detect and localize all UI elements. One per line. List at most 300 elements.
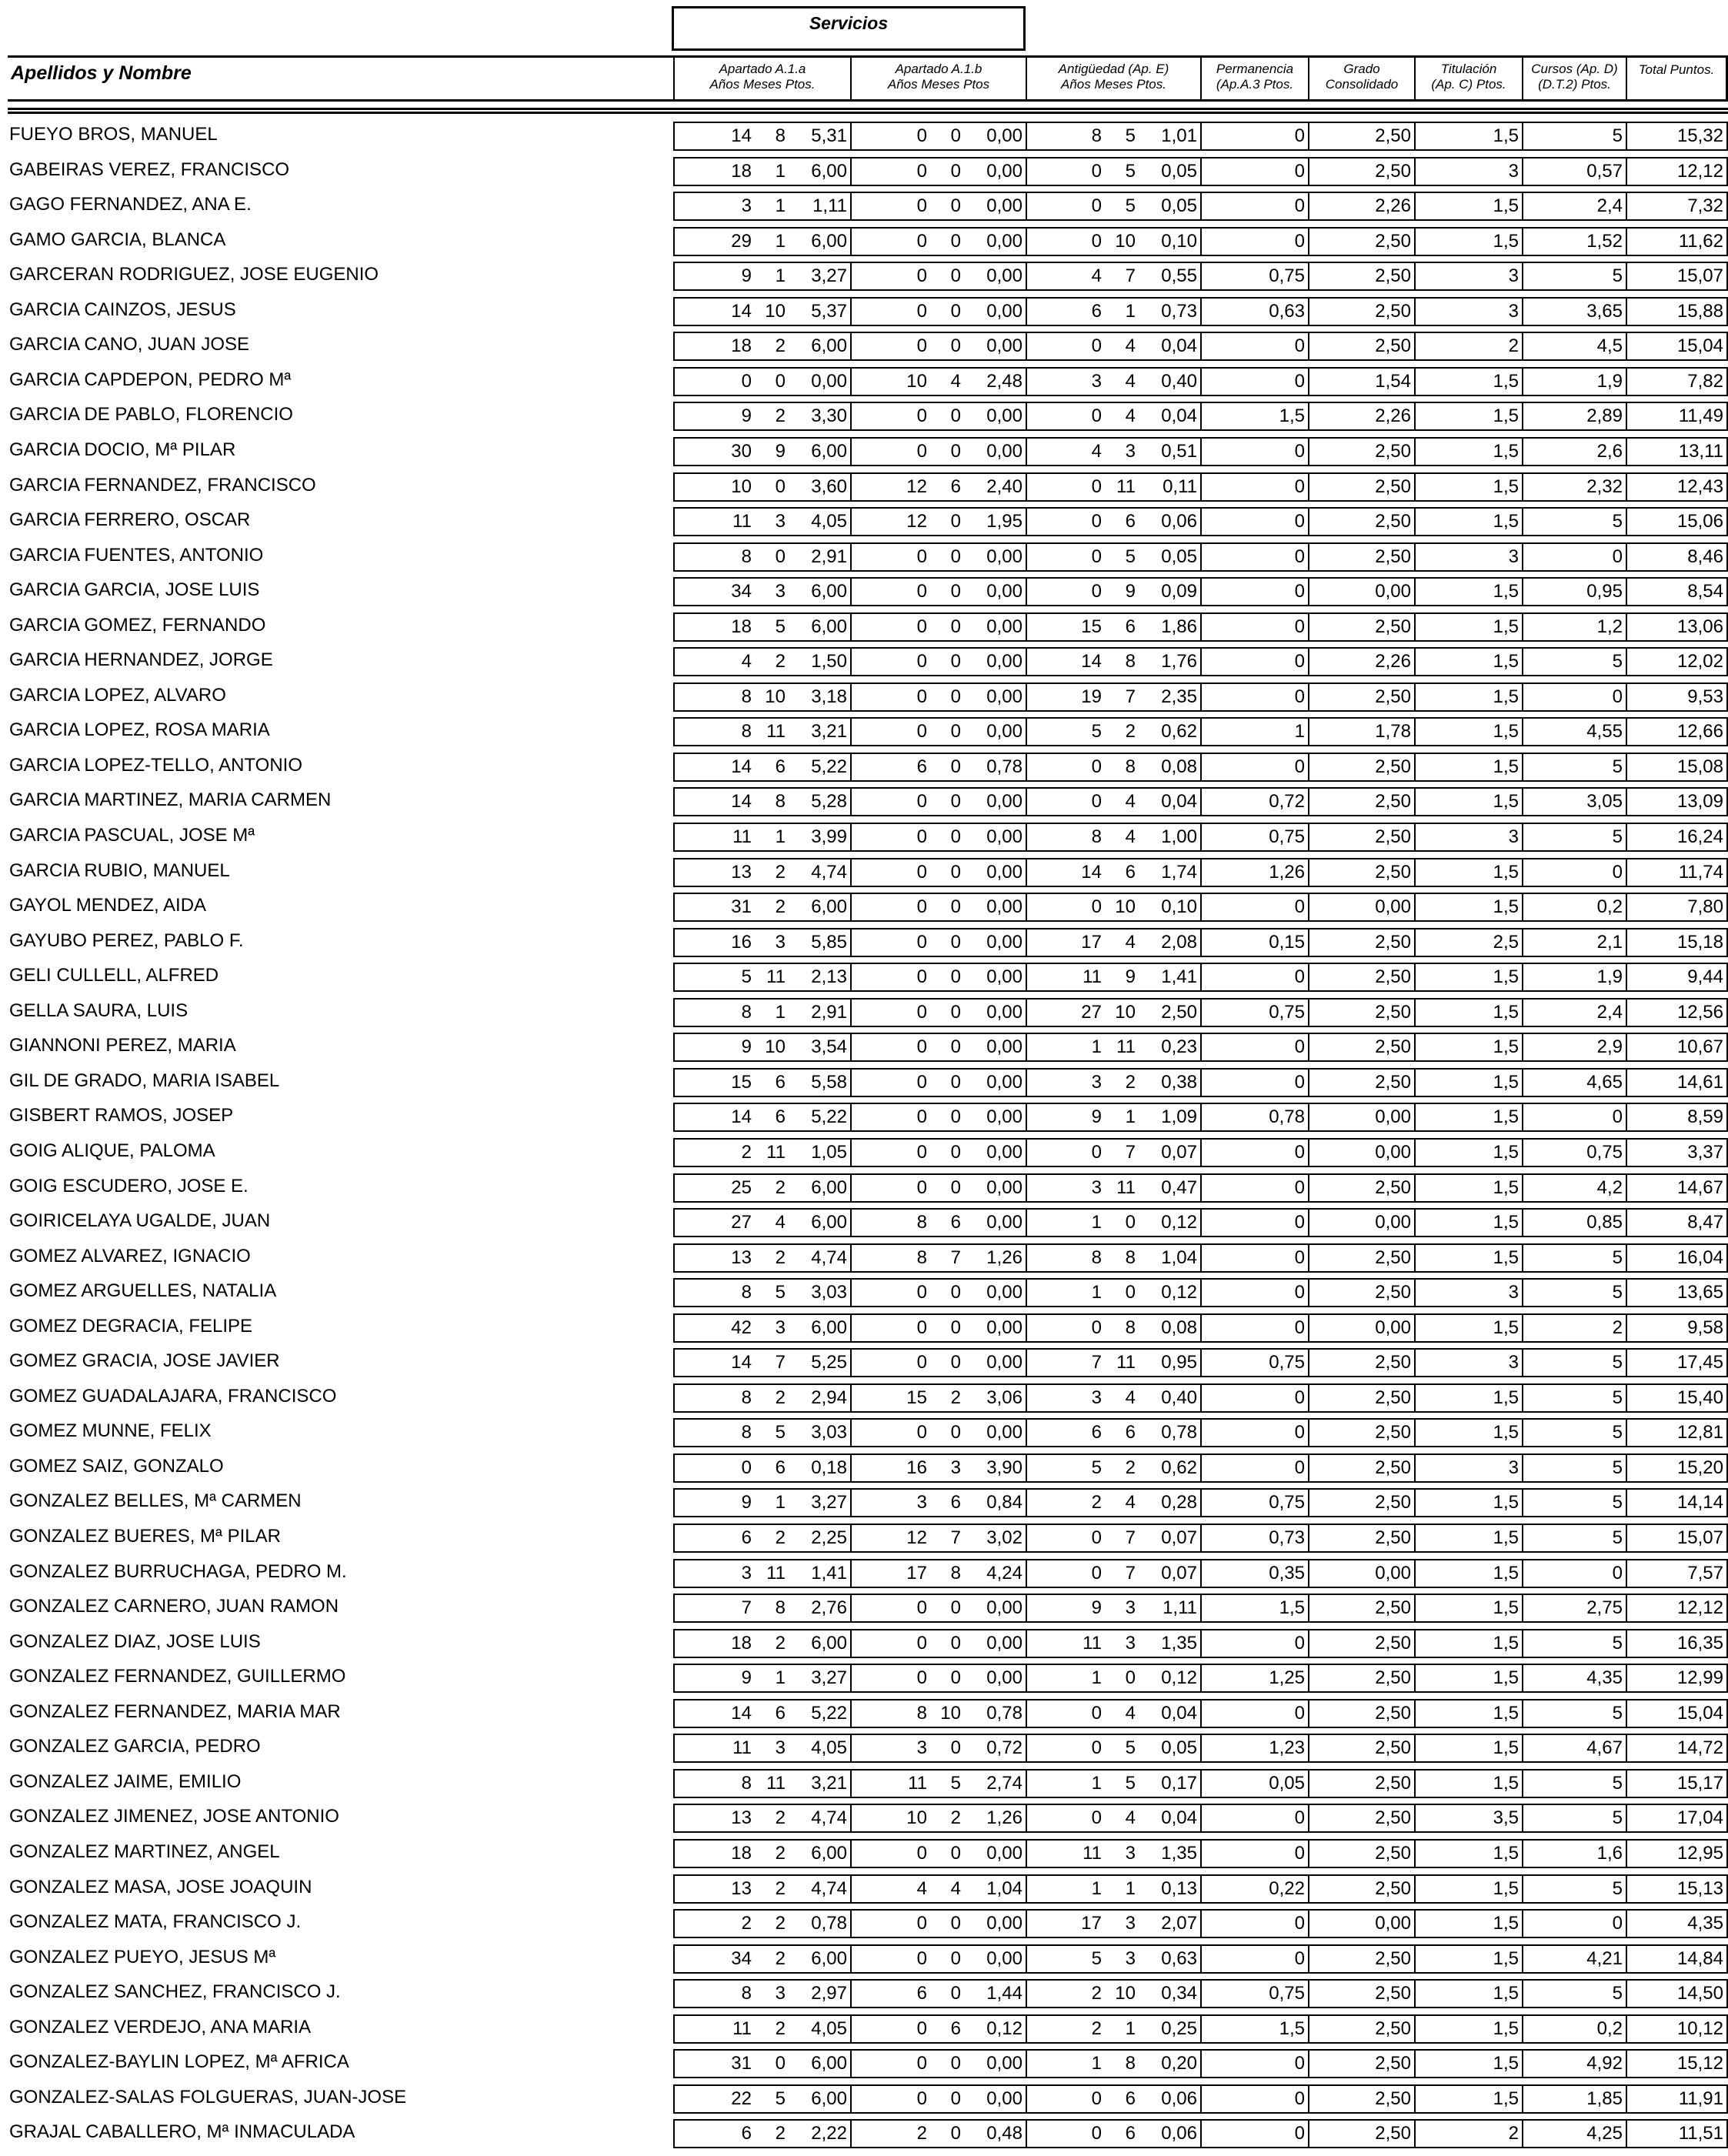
cell-titulacion: 1,5 [1414,893,1522,922]
cell-a1a-0: 11 [732,826,752,847]
cell-a1b-0: 6 [916,1983,927,2004]
cell-grado: 1,78 [1308,717,1414,746]
cell-antiguedad-1: 5 [1125,1737,1136,1759]
cell-a1b-1: 0 [950,1913,961,1934]
cell-name: GONZALEZ MARTINEZ, ANGEL [9,1841,280,1862]
table-row [8,1031,1728,1060]
cell-titulacion: 1,5 [1414,683,1522,712]
cell-antiguedad-2: 0,40 [1161,370,1197,392]
cell-a1b-0: 0 [916,546,927,567]
cell-cursos: 5 [1522,1278,1626,1307]
cell-antiguedad-0: 0 [1091,1317,1102,1338]
cell-grado: 2,50 [1308,1033,1414,1062]
cell-group-antiguedad [1026,1839,1200,1868]
cell-a1b-0: 12 [906,476,927,497]
cell-titulacion: 1,5 [1414,1383,1522,1413]
cell-a1b-0: 0 [916,2017,927,2039]
cell-group-antiguedad [1026,1103,1200,1132]
cell-a1a-2: 2,25 [811,1527,847,1548]
cell-a1b-1: 0 [950,1632,961,1654]
cell-a1a-0: 13 [731,1877,752,1899]
cell-a1a-1: 1 [775,1001,786,1023]
cell-a1b-2: 0,12 [986,2017,1022,2039]
cell-group-antiguedad [1026,823,1200,852]
cell-a1b-2: 0,00 [986,1947,1022,1969]
table-row [8,821,1728,850]
cell-group-a1a [673,612,850,642]
cell-name: GARCIA FERRERO, OSCAR [9,509,251,531]
cell-a1a-2: 0,18 [811,1457,847,1478]
cell-antiguedad-1: 4 [1125,931,1136,953]
cell-a1b-2: 0,00 [986,1176,1022,1198]
cell-total: 12,95 [1626,1839,1728,1868]
table-row [8,471,1728,500]
cell-antiguedad-0: 0 [1091,511,1102,532]
cell-group-a1a [673,928,850,957]
cell-name: GONZALEZ MATA, FRANCISCO J. [9,1911,302,1933]
cell-a1b-0: 0 [916,2088,927,2109]
cell-name: GARCIA GOMEZ, FERNANDO [9,614,266,636]
cell-a1b-2: 0,00 [986,335,1022,357]
cell-group-antiguedad [1026,1699,1200,1728]
cell-grado: 2,50 [1308,227,1414,256]
cell-antiguedad-1: 8 [1125,756,1136,777]
cell-a1b-2: 2,74 [986,1772,1022,1794]
cell-antiguedad-2: 1,35 [1161,1842,1197,1864]
cell-grado: 0,00 [1308,1208,1414,1237]
cell-permanencia: 0 [1200,1033,1308,1062]
cell-a1b-0: 0 [916,826,927,847]
cell-permanencia: 0,75 [1200,998,1308,1027]
cell-a1b-2: 0,00 [986,195,1022,217]
cell-titulacion: 1,5 [1414,1594,1522,1623]
cell-antiguedad-2: 0,55 [1161,265,1197,287]
cell-titulacion: 1,5 [1414,1559,1522,1588]
cell-antiguedad-0: 0 [1091,1702,1102,1724]
cell-a1a-1: 11 [766,966,786,988]
cell-group-a1b [850,262,1026,291]
cell-total: 9,58 [1626,1313,1728,1343]
cell-a1b-1: 0 [950,1036,961,1058]
cell-group-antiguedad [1026,1734,1200,1763]
cell-a1a-1: 3 [775,931,786,953]
cell-titulacion: 1,5 [1414,367,1522,396]
cell-antiguedad-1: 9 [1125,581,1136,602]
cell-group-antiguedad [1026,998,1200,1027]
cell-a1b-2: 0,00 [986,791,1022,813]
cell-a1b-1: 0 [950,966,961,988]
cell-cursos: 0 [1522,1909,1626,1938]
col-tit-line1: Titulación [1440,62,1497,76]
cell-total: 12,81 [1626,1418,1728,1447]
cell-cursos: 1,52 [1522,227,1626,256]
cell-titulacion: 1,5 [1414,2084,1522,2114]
cell-antiguedad-0: 3 [1091,370,1102,392]
cell-permanencia: 0 [1200,332,1308,361]
cell-a1b-1: 0 [950,1597,961,1619]
cell-a1a-1: 2 [775,335,786,357]
cell-a1b-2: 0,00 [986,686,1022,707]
cell-antiguedad-1: 7 [1125,1562,1136,1584]
cell-a1b-1: 6 [950,1492,961,1514]
cell-a1a-2: 3,54 [811,1036,847,1058]
cell-a1a-2: 3,21 [811,721,847,743]
table-row [8,1627,1728,1657]
cell-antiguedad-1: 8 [1125,651,1136,672]
cell-name: GARCERAN RODRIGUEZ, JOSE EUGENIO [9,264,379,285]
col-a1b-line2: Años Meses Ptos [887,77,990,92]
cell-antiguedad-0: 1 [1091,1282,1102,1303]
cell-antiguedad-2: 0,28 [1161,1492,1197,1514]
table-row [8,1592,1728,1621]
cell-permanencia: 0 [1200,1313,1308,1343]
cell-grado: 2,50 [1308,1979,1414,2008]
cell-group-a1a [673,1348,850,1377]
cell-a1b-0: 0 [916,616,927,637]
cell-group-a1b [850,612,1026,642]
cell-group-a1b [850,157,1026,186]
cell-antiguedad-1: 1 [1125,300,1136,322]
cell-a1b-2: 0,00 [986,651,1022,672]
cell-titulacion: 1,5 [1414,1313,1522,1343]
cell-a1b-1: 0 [950,2053,961,2074]
cell-a1b-2: 0,84 [986,1492,1022,1514]
col-grado-line2: Consolidado [1325,77,1399,92]
cell-a1a-0: 22 [731,2088,752,2109]
cell-permanencia: 0,35 [1200,1559,1308,1588]
cell-a1a-1: 0 [775,370,786,392]
table-row [8,1977,1728,2007]
cell-a1b-1: 0 [950,1667,961,1689]
cell-cursos: 2,4 [1522,192,1626,221]
cell-cursos: 1,9 [1522,367,1626,396]
cell-titulacion: 1,5 [1414,1979,1522,2008]
cell-a1b-2: 0,48 [986,2123,1022,2144]
cell-grado: 2,50 [1308,332,1414,361]
cell-grado: 2,50 [1308,1944,1414,1974]
cell-a1a-1: 1 [775,826,786,847]
cell-permanencia: 0 [1200,1909,1308,1938]
table-row [8,891,1728,920]
cell-a1b-2: 0,72 [986,1737,1022,1759]
col-cursos-line1: Cursos (Ap. D) [1531,62,1618,76]
cell-antiguedad-2: 0,11 [1163,476,1197,497]
cell-antiguedad-2: 0,12 [1161,1282,1197,1303]
cell-antiguedad-1: 5 [1125,546,1136,567]
cell-antiguedad-0: 11 [1083,966,1102,988]
cell-total: 8,46 [1626,542,1728,572]
cell-antiguedad-0: 3 [1091,1387,1102,1408]
cell-titulacion: 1,5 [1414,2014,1522,2044]
cell-cursos: 0,95 [1522,577,1626,606]
cell-group-antiguedad [1026,402,1200,431]
cell-a1a-1: 3 [775,1317,786,1338]
cell-grado: 2,50 [1308,1524,1414,1553]
cell-antiguedad-2: 2,50 [1161,1001,1197,1023]
cell-group-a1b [850,683,1026,712]
cell-a1b-2: 0,00 [986,300,1022,322]
cell-antiguedad-2: 1,11 [1163,1597,1197,1619]
cell-antiguedad-1: 4 [1125,1702,1136,1724]
cell-permanencia: 0 [1200,1944,1308,1974]
cell-a1a-0: 2 [741,1141,752,1163]
cell-group-a1a [673,1103,850,1132]
cell-a1a-2: 0,78 [811,1913,847,1934]
cell-group-a1a [673,647,850,676]
cell-group-a1a [673,1594,850,1623]
cell-cursos: 1,9 [1522,963,1626,992]
cell-group-antiguedad [1026,1629,1200,1658]
cell-group-a1b [850,1524,1026,1553]
cell-group-a1a [673,1839,850,1868]
cell-antiguedad-0: 8 [1091,1247,1102,1268]
cell-a1a-0: 29 [731,230,752,252]
table-row [8,1136,1728,1166]
cell-group-antiguedad [1026,1944,1200,1974]
cell-name: GABEIRAS VEREZ, FRANCISCO [9,159,290,180]
cell-titulacion: 1,5 [1414,1629,1522,1658]
cell-group-a1a [673,2084,850,2114]
cell-permanencia: 1,26 [1200,858,1308,887]
cell-total: 17,04 [1626,1804,1728,1833]
cell-permanencia: 0 [1200,542,1308,572]
cell-name: GOIG ESCUDERO, JOSE E. [9,1175,249,1196]
cell-cursos: 5 [1522,1453,1626,1483]
cell-a1a-2: 3,21 [811,1772,847,1794]
cell-grado: 2,50 [1308,1278,1414,1307]
cell-antiguedad-2: 1,35 [1161,1632,1197,1654]
cell-a1a-2: 4,05 [811,1737,847,1759]
cell-a1b-2: 0,00 [986,1352,1022,1373]
cell-a1b-2: 3,06 [986,1387,1022,1408]
cell-a1b-0: 0 [916,1842,927,1864]
cell-group-a1b [850,1909,1026,1938]
table-row [8,330,1728,359]
cell-antiguedad-0: 1 [1091,2053,1102,2074]
cell-titulacion: 3 [1414,297,1522,326]
cell-group-a1a [673,1629,850,1658]
cell-a1a-1: 0 [775,476,786,497]
cell-a1a-0: 14 [731,125,752,146]
cell-grado: 2,50 [1308,1348,1414,1377]
cell-a1b-0: 0 [916,581,927,602]
cell-antiguedad-0: 1 [1091,1036,1102,1058]
cell-antiguedad-0: 4 [1091,440,1102,462]
cell-total: 14,50 [1626,1979,1728,2008]
cell-a1a-1: 6 [775,1702,786,1724]
cell-group-a1a [673,122,850,151]
cell-antiguedad-2: 0,34 [1161,1983,1197,2004]
cell-cursos: 2,32 [1522,472,1626,502]
cell-total: 7,80 [1626,893,1728,922]
cell-a1b-2: 0,00 [986,1001,1022,1023]
cell-cursos: 2 [1522,1313,1626,1343]
cell-cursos: 3,65 [1522,297,1626,326]
cell-grado: 2,50 [1308,262,1414,291]
cell-name: GARCIA LOPEZ, ALVARO [9,684,226,706]
cell-antiguedad-2: 0,04 [1161,335,1197,357]
cell-grado: 2,50 [1308,612,1414,642]
cell-a1a-2: 2,94 [811,1387,847,1408]
cell-grado: 0,00 [1308,893,1414,922]
cell-antiguedad-0: 17 [1081,931,1102,953]
cell-a1a-1: 2 [775,2123,786,2144]
cell-group-a1a [673,157,850,186]
cell-cursos: 5 [1522,1488,1626,1517]
cell-a1a-0: 14 [731,1106,752,1128]
cell-permanencia: 0,15 [1200,928,1308,957]
cell-a1a-0: 14 [731,1352,752,1373]
cell-titulacion: 1,5 [1414,1243,1522,1273]
cell-a1a-2: 4,05 [811,2017,847,2039]
cell-a1a-1: 2 [775,1632,786,1654]
cell-antiguedad-0: 14 [1081,651,1102,672]
cell-a1a-1: 10 [765,686,786,707]
cell-a1a-2: 3,18 [811,686,847,707]
cell-antiguedad-2: 1,86 [1161,616,1197,637]
cell-a1a-2: 5,58 [811,1071,847,1093]
cell-titulacion: 3 [1414,823,1522,852]
cell-titulacion: 1,5 [1414,472,1522,502]
cell-group-a1a [673,1488,850,1517]
cell-name: GARCIA CAPDEPON, PEDRO Mª [9,369,292,390]
cell-antiguedad-1: 7 [1125,1141,1136,1163]
cell-name: GONZALEZ CARNERO, JUAN RAMON [9,1596,339,1617]
cell-cursos: 5 [1522,823,1626,852]
cell-titulacion: 1,5 [1414,858,1522,887]
cell-a1a-2: 4,74 [811,1807,847,1829]
cell-a1b-1: 0 [950,651,961,672]
cell-grado: 2,50 [1308,823,1414,852]
cell-a1a-2: 2,13 [811,966,847,988]
cell-antiguedad-0: 2 [1091,1983,1102,2004]
cell-a1b-2: 0,00 [986,1282,1022,1303]
cell-a1a-2: 6,00 [811,581,847,602]
cell-a1a-1: 2 [775,1247,786,1268]
cell-antiguedad-1: 5 [1125,125,1136,146]
cell-titulacion: 1,5 [1414,1103,1522,1132]
cell-name: GOMEZ MUNNE, FELIX [9,1420,212,1442]
cell-permanencia: 0 [1200,963,1308,992]
cell-total: 13,06 [1626,612,1728,642]
cell-a1b-1: 8 [950,1562,961,1584]
cell-permanencia: 1 [1200,717,1308,746]
cell-cursos: 4,5 [1522,332,1626,361]
cell-a1a-1: 3 [775,1737,786,1759]
cell-total: 16,04 [1626,1243,1728,1273]
cell-cursos: 0 [1522,858,1626,887]
cell-a1a-1: 11 [766,721,786,743]
cell-a1b-1: 4 [950,370,961,392]
cell-cursos: 5 [1522,753,1626,782]
col-a1a-header [673,58,850,99]
cell-antiguedad-1: 11 [1116,1176,1136,1198]
cell-antiguedad-1: 4 [1125,1387,1136,1408]
cell-cursos: 0 [1522,683,1626,712]
cell-grado: 2,50 [1308,1068,1414,1097]
cell-group-a1a [673,683,850,712]
cell-a1b-1: 0 [950,546,961,567]
cell-total: 12,12 [1626,157,1728,186]
cell-a1a-0: 9 [741,406,752,427]
cell-antiguedad-1: 4 [1125,1492,1136,1514]
cell-group-antiguedad [1026,227,1200,256]
col-a1a-line1: Apartado A.1.a [719,62,806,76]
cell-name: GRAJAL CABALLERO, Mª INMACULADA [9,2121,355,2143]
cell-group-a1b [850,2049,1026,2078]
cell-a1b-1: 2 [950,1807,961,1829]
cell-group-a1b [850,1173,1026,1203]
cell-group-antiguedad [1026,507,1200,536]
cell-group-a1b [850,998,1026,1027]
cell-a1a-1: 6 [775,1071,786,1093]
cell-group-antiguedad [1026,1068,1200,1097]
cell-a1a-1: 4 [775,1212,786,1233]
cell-a1b-0: 0 [916,440,927,462]
cell-antiguedad-2: 0,40 [1161,1387,1197,1408]
cell-a1b-1: 0 [950,1983,961,2004]
cell-cursos: 3,05 [1522,787,1626,816]
table-row [8,2118,1728,2147]
cell-grado: 2,50 [1308,1383,1414,1413]
cell-antiguedad-0: 8 [1091,125,1102,146]
cell-antiguedad-0: 0 [1091,1527,1102,1548]
cell-group-a1b [850,1418,1026,1447]
cell-group-a1a [673,507,850,536]
cell-permanencia: 0,05 [1200,1769,1308,1798]
cell-total: 14,72 [1626,1734,1728,1763]
cell-a1b-1: 0 [950,125,961,146]
cell-antiguedad-1: 5 [1125,195,1136,217]
cell-cursos: 4,35 [1522,1664,1626,1693]
cell-a1a-0: 15 [731,1071,752,1093]
cell-a1a-1: 1 [775,1667,786,1689]
cell-group-antiguedad [1026,1033,1200,1062]
cell-group-a1b [850,1559,1026,1588]
cell-a1a-1: 1 [775,230,786,252]
cell-a1b-0: 0 [916,1947,927,1969]
cell-a1b-2: 0,78 [986,756,1022,777]
cell-permanencia: 0 [1200,1068,1308,1097]
cell-cursos: 4,55 [1522,717,1626,746]
cell-antiguedad-0: 0 [1091,1737,1102,1759]
cell-grado: 2,50 [1308,1453,1414,1483]
table-row [8,295,1728,325]
cell-group-a1b [850,1629,1026,1658]
cell-group-a1b [850,507,1026,536]
cell-group-a1a [673,1699,850,1728]
cell-group-a1a [673,1944,850,1974]
cell-antiguedad-1: 1 [1125,1877,1136,1899]
cell-a1b-2: 0,00 [986,826,1022,847]
cell-grado: 2,50 [1308,1734,1414,1763]
cell-a1b-1: 0 [950,686,961,707]
cell-group-antiguedad [1026,157,1200,186]
cell-a1b-1: 10 [940,1702,961,1724]
cell-grado: 2,50 [1308,122,1414,151]
cell-a1a-1: 5 [775,1282,786,1303]
cell-a1b-2: 1,04 [986,1877,1022,1899]
cell-a1a-0: 13 [731,1807,752,1829]
cell-grado: 0,00 [1308,1909,1414,1938]
cell-name: GAMO GARCIA, BLANCA [9,229,226,250]
cell-a1b-1: 0 [950,721,961,743]
cell-antiguedad-2: 2,08 [1161,931,1197,953]
cell-titulacion: 1,5 [1414,998,1522,1027]
cell-antiguedad-0: 3 [1091,1176,1102,1198]
cell-group-a1b [850,753,1026,782]
cell-a1b-0: 4 [916,1877,927,1899]
